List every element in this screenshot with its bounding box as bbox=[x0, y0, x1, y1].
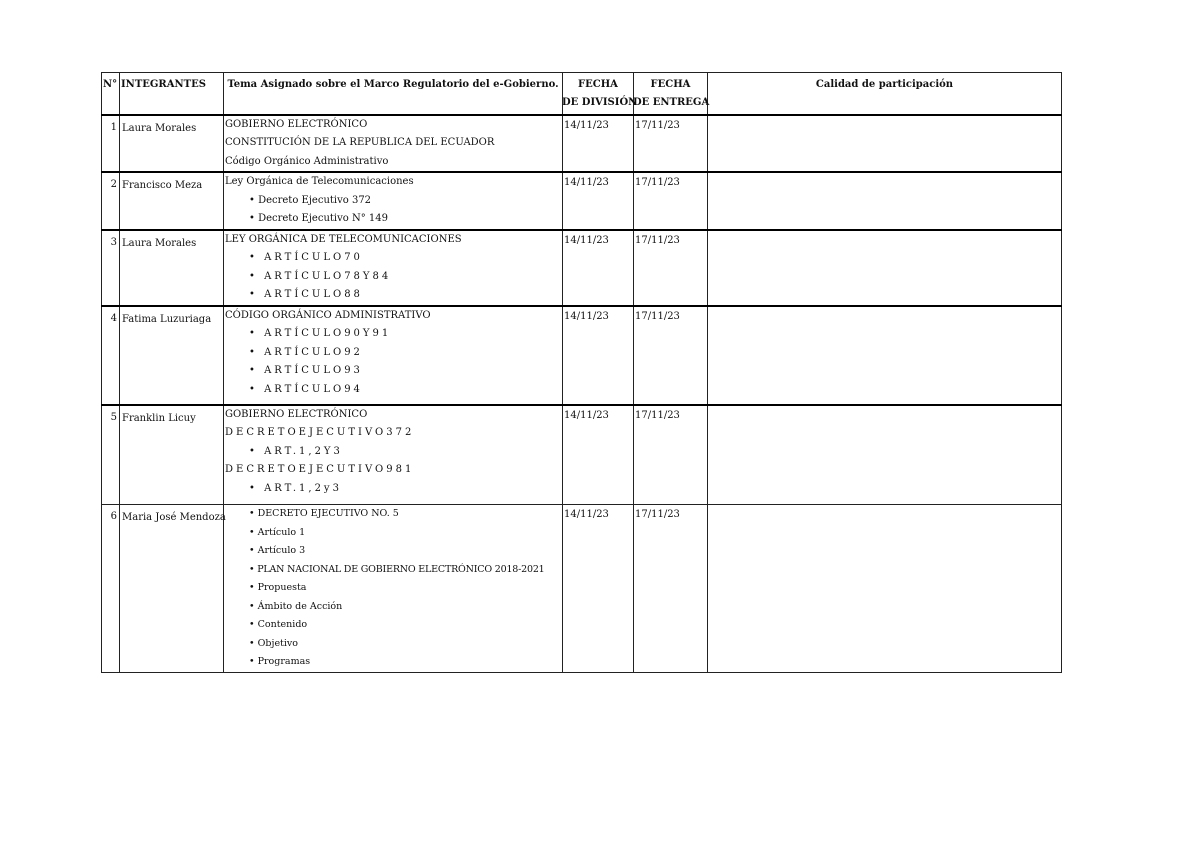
header-delivery-date bbox=[634, 73, 708, 115]
topic-bullet-line: • ARTÍCULO70 bbox=[249, 252, 363, 263]
header-division-date bbox=[562, 73, 638, 115]
header-delivery-date-line2: DE ENTREGA bbox=[633, 97, 710, 108]
topic-line: DECRETOEJECUTIVO981 bbox=[225, 464, 415, 475]
topic-line: LEY ORGÁNICA DE TELECOMUNICACIONES bbox=[225, 233, 462, 245]
division-date: 14/11/23 bbox=[563, 172, 634, 230]
division-date: 14/11/23 bbox=[563, 405, 634, 505]
delivery-date: 17/11/23 bbox=[634, 505, 708, 673]
member-name: Fatima Luzuriaga bbox=[120, 306, 224, 405]
header-topic: Tema Asignado sobre el Marco Regulatorio del e-Gobierno. bbox=[224, 73, 563, 115]
table-row bbox=[102, 172, 1062, 230]
delivery-date: 17/11/23 bbox=[634, 405, 708, 505]
topic-line: GOBIERNO ELECTRÓNICO bbox=[225, 118, 368, 130]
topic-bullet-line: • ART.1,2y3 bbox=[249, 482, 342, 494]
table-row bbox=[102, 230, 1062, 306]
header-delivery-date-line1: FECHA bbox=[650, 79, 691, 90]
topic-bullet-line: • ARTÍCULO93 bbox=[249, 365, 363, 376]
division-date: 14/11/23 bbox=[563, 230, 634, 306]
topic-cell bbox=[224, 505, 563, 673]
delivery-date: 17/11/23 bbox=[634, 172, 708, 230]
topic-bullet-line: • Propuesta bbox=[249, 582, 307, 593]
table-row bbox=[102, 405, 1062, 505]
table-row bbox=[102, 505, 1062, 673]
quality-cell[interactable] bbox=[708, 115, 1062, 173]
quality-cell[interactable] bbox=[708, 230, 1062, 306]
topic-line: Código Orgánico Administrativo bbox=[225, 155, 389, 167]
participation-table bbox=[101, 72, 1062, 673]
quality-cell[interactable] bbox=[708, 405, 1062, 505]
division-date: 14/11/23 bbox=[563, 306, 634, 405]
quality-cell[interactable] bbox=[708, 306, 1062, 405]
table-row bbox=[102, 115, 1062, 173]
topic-cell bbox=[224, 405, 563, 505]
topic-bullet-line: • ARTÍCULO78Y84 bbox=[249, 270, 392, 282]
member-name: Laura Morales bbox=[120, 115, 224, 173]
division-date: 14/11/23 bbox=[563, 115, 634, 173]
topic-cell bbox=[224, 230, 563, 306]
header-division-date-line2: DE DIVISIÓN bbox=[562, 97, 638, 108]
header-division-date-line1: FECHA bbox=[578, 79, 618, 90]
topic-bullet-line: • Ámbito de Acción bbox=[249, 600, 343, 612]
member-name: Laura Morales bbox=[120, 230, 224, 306]
quality-cell[interactable] bbox=[708, 172, 1062, 230]
quality-cell[interactable] bbox=[708, 505, 1062, 673]
header-quality: Calidad de participación bbox=[708, 73, 1062, 115]
row-number: 1 bbox=[102, 115, 120, 173]
topic-line: DECRETOEJECUTIVO372 bbox=[225, 427, 415, 438]
member-name: Franklin Licuy bbox=[120, 405, 224, 505]
topic-line: Ley Orgánica de Telecomunicaciones bbox=[225, 176, 414, 187]
member-name: Maria José Mendoza bbox=[120, 505, 224, 673]
topic-bullet-line: • Contenido bbox=[249, 619, 308, 630]
topic-bullet-line: • PLAN NACIONAL DE GOBIERNO ELECTRÓNICO 2018-2021 bbox=[249, 563, 545, 575]
topic-bullet-line: • Objetivo bbox=[249, 637, 299, 649]
topic-bullet-line: • DECRETO EJECUTIVO NO. 5 bbox=[249, 508, 399, 519]
delivery-date: 17/11/23 bbox=[634, 306, 708, 405]
member-name: Francisco Meza bbox=[120, 172, 224, 230]
row-number: 6 bbox=[102, 505, 120, 673]
topic-bullet-line: • ARTÍCULO88 bbox=[249, 289, 363, 300]
topic-bullet-line: • ARTÍCULO94 bbox=[249, 383, 363, 395]
table-row bbox=[102, 306, 1062, 405]
topic-bullet-line: • Decreto Ejecutivo 372 bbox=[249, 194, 372, 206]
row-number: 4 bbox=[102, 306, 120, 405]
topic-bullet-line: • Decreto Ejecutivo N° 149 bbox=[249, 213, 388, 224]
delivery-date: 17/11/23 bbox=[634, 230, 708, 306]
row-number: 3 bbox=[102, 230, 120, 306]
topic-bullet-line: • ARTÍCULO92 bbox=[249, 346, 363, 358]
topic-cell bbox=[224, 172, 563, 230]
delivery-date: 17/11/23 bbox=[634, 115, 708, 173]
topic-line: GOBIERNO ELECTRÓNICO bbox=[225, 408, 368, 420]
topic-bullet-line: • Artículo 1 bbox=[249, 526, 306, 538]
topic-bullet-line: • ARTÍCULO90Y91 bbox=[249, 328, 392, 339]
topic-bullet-line: • ART.1,2Y3 bbox=[249, 445, 343, 457]
topic-line: CONSTITUCIÓN DE LA REPUBLICA DEL ECUADOR bbox=[225, 137, 495, 148]
row-number: 5 bbox=[102, 405, 120, 505]
header-number: N° bbox=[102, 73, 120, 115]
topic-cell bbox=[224, 115, 563, 173]
topic-bullet-line: • Artículo 3 bbox=[249, 545, 306, 556]
topic-line: CÓDIGO ORGÁNICO ADMINISTRATIVO bbox=[225, 309, 431, 321]
topic-cell bbox=[224, 306, 563, 405]
row-number: 2 bbox=[102, 172, 120, 230]
header-members: INTEGRANTES bbox=[120, 73, 224, 115]
participation-table-container bbox=[101, 72, 1061, 666]
topic-bullet-line: • Programas bbox=[249, 656, 311, 667]
header-row bbox=[102, 73, 1062, 115]
division-date: 14/11/23 bbox=[563, 505, 634, 673]
